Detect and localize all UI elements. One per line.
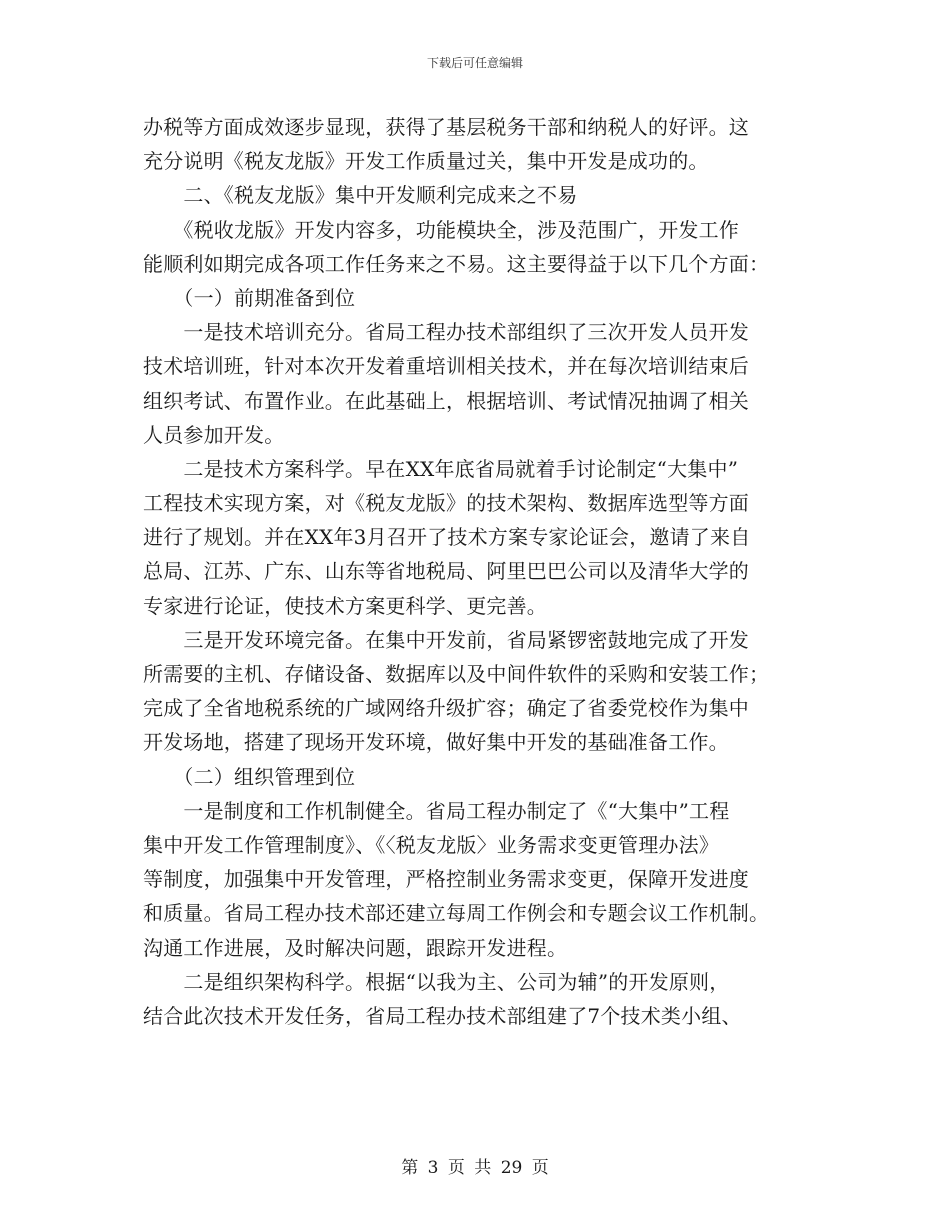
body-line: 三是开发环境完备。在集中开发前，省局紧锣密鼓地完成了开发	[143, 627, 749, 652]
body-line: 《税收龙版》开发内容多，功能模块全，涉及范围广，开发工作	[143, 217, 739, 242]
body-line: 集中开发工作管理制度》、《〈税友龙版〉业务需求变更管理办法》	[143, 832, 719, 857]
body-line: 一是技术培训充分。省局工程办技术部组织了三次开发人员开发	[143, 320, 749, 345]
body-line: 专家进行论证，使技术方案更科学、更完善。	[143, 593, 547, 618]
body-line: 技术培训班，针对本次开发着重培训相关技术，并在每次培训结束后	[143, 354, 749, 379]
body-line: 人员参加开发。	[143, 422, 285, 447]
body-line: 组织考试、布置作业。在此基础上，根据培训、考试情况抽调了相关	[143, 388, 749, 413]
body-line: 充分说明《税友龙版》开发工作质量过关，集中开发是成功的。	[143, 149, 709, 174]
body-line: 完成了全省地税系统的广域网络升级扩容；确定了省委党校作为集中	[143, 696, 749, 721]
body-line: 二是组织架构科学。根据“以我为主、公司为辅”的开发原则，	[143, 969, 730, 994]
page-footer: 第 3 页 共 29 页	[401, 1158, 549, 1178]
body-line: 开发场地，搭建了现场开发环境，做好集中开发的基础准备工作。	[143, 730, 729, 755]
document-body	[143, 110, 813, 1033]
section-heading: 二、《税友龙版》集中开发顺利完成来之不易	[143, 183, 578, 208]
subsection-heading: （二）组织管理到位	[143, 764, 356, 789]
body-line: 沟通工作进展，及时解决问题，跟踪开发进程。	[143, 935, 568, 960]
body-line: 工程技术实现方案，对《税友龙版》的技术架构、数据库选型等方面	[143, 491, 749, 516]
body-line: 进行了规划。并在XX年3月召开了技术方案专家论证会，邀请了来自	[143, 525, 751, 550]
body-line: 办税等方面成效逐步显现，获得了基层税务干部和纳税人的好评。这	[143, 115, 749, 139]
body-line: 和质量。省局工程办技术部还建立每周工作例会和专题会议工作机制。	[143, 901, 770, 926]
body-line: 总局、江苏、广东、山东等省地税局、阿里巴巴公司以及清华大学的	[143, 559, 749, 584]
body-line: 所需要的主机、存储设备、数据库以及中间件软件的采购和安装工作；	[143, 662, 770, 686]
subsection-heading: （一）前期准备到位	[143, 285, 356, 310]
body-line: 结合此次技术开发任务，省局工程办技术部组建了7个技术类小组、	[143, 1003, 742, 1028]
body-line: 二是技术方案科学。早在XX年底省局就着手讨论制定“大集中”	[143, 456, 739, 481]
body-line: 能顺利如期完成各项工作任务来之不易。这主要得益于以下几个方面：	[143, 251, 770, 276]
body-line: 等制度，加强集中开发管理，严格控制业务需求变更，保障开发进度	[143, 867, 749, 892]
body-line: 一是制度和工作机制健全。省局工程办制定了《“大集中”工程	[143, 798, 730, 823]
page-header: 下载后可任意编辑	[426, 56, 523, 70]
